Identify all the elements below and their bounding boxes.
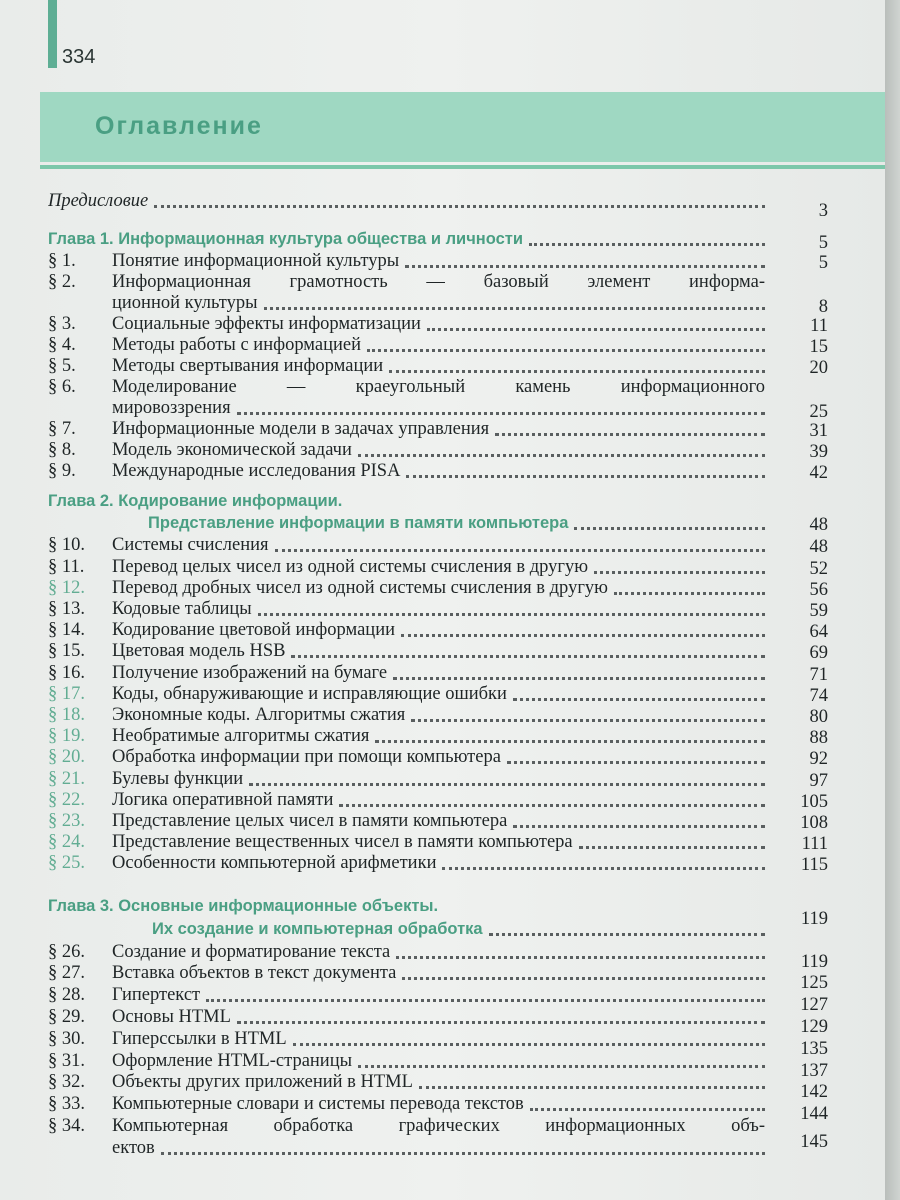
- section-page: 88: [809, 728, 828, 749]
- section-title: Оформление HTML-страницы: [112, 1050, 353, 1071]
- toc-chapter: [48, 228, 765, 250]
- section-page: 5: [818, 253, 828, 273]
- section-title: Информационные модели в задачах управления: [112, 419, 490, 439]
- chapter-page: 119: [800, 908, 828, 929]
- section-page: 108: [800, 813, 828, 833]
- dot-leader: [594, 571, 765, 574]
- section-number: § 20.: [48, 747, 85, 768]
- dot-leader: [411, 719, 765, 722]
- toc-section-cont: [48, 397, 765, 419]
- toc-section: [48, 534, 765, 556]
- dot-leader: [375, 740, 765, 743]
- section-number: § 6.: [48, 377, 76, 397]
- section-title: Компьютерная обработка графических информационных объ-: [112, 1116, 765, 1136]
- section-title: Кодовые таблицы: [112, 599, 252, 619]
- section-page: 105: [800, 791, 828, 812]
- toc-section: [48, 941, 765, 963]
- section-page: 137: [800, 1060, 828, 1081]
- dot-leader: [405, 265, 765, 268]
- section-title: Моделирование — краеугольный камень информационного: [112, 377, 765, 397]
- section-title: Булевы функции: [112, 768, 244, 789]
- section-number: § 28.: [48, 985, 85, 1006]
- section-page: 64: [809, 622, 828, 643]
- toc-section: [48, 789, 765, 811]
- section-title: Вставка объектов в текст документа: [112, 963, 397, 984]
- section-page: 69: [809, 643, 828, 664]
- section-number: § 9.: [48, 461, 76, 481]
- toc-section: [48, 577, 765, 599]
- section-title: Понятие информационной культуры: [112, 251, 400, 271]
- section-page: 48: [809, 537, 828, 558]
- section-title: Гипертекст: [112, 985, 201, 1006]
- chapter-subtitle: Их создание и компьютерная обработка: [152, 919, 483, 938]
- dot-leader: [419, 1086, 765, 1089]
- toc-section: [48, 984, 765, 1006]
- section-number: § 4.: [48, 335, 76, 355]
- section-number: § 30.: [48, 1028, 85, 1049]
- toc-section: [48, 439, 765, 461]
- section-page: 92: [809, 749, 828, 770]
- dot-leader: [513, 825, 765, 828]
- section-title: Необратимые алгоритмы сжатия: [112, 726, 370, 747]
- section-page: 125: [800, 973, 828, 994]
- dot-leader: [495, 433, 765, 436]
- toc-chapter-cont: [48, 512, 765, 534]
- section-number: § 31.: [48, 1050, 85, 1071]
- page-number: 334: [62, 46, 96, 68]
- section-title-cont: мировоззрения: [112, 398, 231, 418]
- section-page: 142: [800, 1082, 828, 1103]
- section-page: 52: [809, 558, 828, 579]
- section-number: § 7.: [48, 419, 76, 439]
- section-title: Цветовая модель HSB: [112, 641, 286, 662]
- dot-leader: [206, 999, 765, 1002]
- toc-section: [48, 460, 765, 482]
- toc-section: [48, 1115, 765, 1137]
- section-title: Социальные эффекты информатизации: [112, 314, 421, 334]
- dot-leader: [442, 867, 765, 870]
- toc-section: [48, 1093, 765, 1115]
- section-title: Системы счисления: [112, 535, 269, 556]
- section-title: Методы работы с информацией: [112, 335, 362, 355]
- dot-leader: [339, 804, 765, 807]
- section-title: Компьютерные словари и системы перевода текстов: [112, 1094, 524, 1115]
- dot-leader: [389, 370, 765, 373]
- chapter-page: 48: [809, 515, 828, 536]
- toc-section-cont: [48, 292, 765, 314]
- toc-section: [48, 852, 765, 874]
- toc-section: [48, 1028, 765, 1050]
- toc-section: [48, 271, 765, 293]
- section-number: § 14.: [48, 620, 85, 641]
- chapter-subtitle: Представление информации в памяти компьютера: [148, 514, 569, 533]
- dot-leader: [293, 1043, 765, 1046]
- chapter-page: 5: [818, 233, 828, 253]
- section-title: Информационная грамотность — базовый элемент информа-: [112, 272, 765, 292]
- section-number: § 3.: [48, 314, 76, 334]
- dot-leader: [367, 349, 765, 352]
- section-title: Получение изображений на бумаге: [112, 662, 388, 683]
- toc-section: [48, 810, 765, 832]
- toc-section: [48, 831, 765, 853]
- section-number: § 10.: [48, 535, 85, 556]
- section-number: § 24.: [48, 832, 85, 853]
- chapter-title: Глава 3. Основные информационные объекты.: [48, 897, 439, 915]
- toc-section: [48, 313, 765, 335]
- dot-leader: [489, 933, 765, 936]
- section-page: 129: [800, 1017, 828, 1037]
- dot-leader: [614, 592, 765, 595]
- section-title: Коды, обнаруживающие и исправляющие ошибки: [112, 683, 507, 704]
- section-page: 8: [818, 297, 828, 317]
- toc-section: [48, 418, 765, 440]
- section-page: 20: [809, 358, 828, 378]
- section-number: § 1.: [48, 251, 76, 271]
- toc-section: [48, 725, 765, 747]
- dot-leader: [530, 1108, 765, 1111]
- section-page: 80: [809, 707, 828, 727]
- section-page: 127: [800, 995, 828, 1016]
- dot-leader: [427, 328, 765, 331]
- dot-leader: [161, 1152, 765, 1155]
- toc-section: [48, 662, 765, 684]
- preface-label: Предисловие: [48, 191, 149, 211]
- dot-leader: [291, 655, 765, 658]
- section-number: § 19.: [48, 726, 85, 747]
- toc-section-cont: [48, 1137, 765, 1159]
- page-title: Оглавление: [95, 112, 263, 140]
- dot-leader: [396, 956, 765, 959]
- section-title-cont: ектов: [112, 1137, 155, 1158]
- section-title: Представление целых чисел в памяти компьютера: [112, 811, 508, 831]
- section-page: 25: [809, 402, 828, 422]
- section-number: § 2.: [48, 272, 76, 292]
- section-page: 144: [800, 1104, 828, 1125]
- section-title: Представление вещественных чисел в памяти компьютера: [112, 832, 573, 853]
- toc-section: [48, 1006, 765, 1028]
- section-number: § 22.: [48, 789, 85, 810]
- section-number: § 15.: [48, 641, 85, 662]
- section-page: 115: [800, 855, 828, 876]
- toc-section: [48, 704, 765, 726]
- section-number: § 26.: [48, 941, 85, 962]
- dot-leader: [264, 307, 765, 310]
- section-title: Перевод целых чисел из одной системы счисления в другую: [112, 556, 589, 577]
- section-number: § 34.: [48, 1116, 85, 1136]
- dot-leader: [258, 613, 765, 616]
- section-title: Особенности компьютерной арифметики: [112, 853, 437, 874]
- section-title: Модель экономической задачи: [112, 440, 352, 460]
- chapter-title: Глава 2. Кодирование информации.: [48, 492, 343, 510]
- section-number: § 12.: [48, 577, 85, 598]
- section-page: 39: [809, 442, 828, 462]
- dot-leader: [237, 1021, 765, 1024]
- toc-chapter: [48, 895, 765, 917]
- toc-section: [48, 683, 765, 705]
- section-number: § 33.: [48, 1094, 85, 1115]
- toc-section: [48, 1071, 765, 1093]
- section-number: § 16.: [48, 662, 85, 683]
- section-title-cont: ционной культуры: [112, 293, 258, 313]
- section-title: Кодирование цветовой информации: [112, 620, 396, 641]
- section-page: 59: [809, 601, 828, 621]
- section-number: § 18.: [48, 705, 85, 725]
- toc-section: [48, 355, 765, 377]
- toc-chapter: [48, 490, 765, 512]
- section-number: § 23.: [48, 811, 85, 831]
- section-page: 42: [809, 463, 828, 483]
- toc-chapter-cont: [48, 918, 765, 940]
- dot-leader: [275, 549, 765, 552]
- dot-leader: [579, 846, 765, 849]
- section-page: 135: [800, 1038, 828, 1059]
- section-number: § 5.: [48, 356, 76, 376]
- section-page: 74: [809, 685, 828, 706]
- section-number: § 27.: [48, 963, 85, 984]
- toc-section: [48, 556, 765, 578]
- preface-page: 3: [818, 201, 828, 221]
- section-page: 145: [800, 1131, 828, 1152]
- section-title: Гиперссылки в HTML: [112, 1028, 287, 1049]
- section-number: § 8.: [48, 440, 76, 460]
- section-title: Создание и форматирование текста: [112, 941, 391, 962]
- section-number: § 17.: [48, 683, 85, 704]
- section-page: 97: [809, 770, 828, 791]
- dot-leader: [406, 475, 765, 478]
- section-title: Методы свертывания информации: [112, 356, 384, 376]
- section-page: 56: [809, 579, 828, 600]
- section-number: § 25.: [48, 853, 85, 874]
- dot-leader: [529, 243, 765, 246]
- dot-leader: [574, 527, 765, 530]
- toc-section: [48, 250, 765, 272]
- toc-section: [48, 619, 765, 641]
- dot-leader: [249, 783, 765, 786]
- toc-section: [48, 962, 765, 984]
- dot-leader: [507, 761, 765, 764]
- section-title: Логика оперативной памяти: [112, 789, 334, 810]
- section-number: § 29.: [48, 1007, 85, 1027]
- dot-leader: [393, 677, 765, 680]
- section-page: 31: [809, 421, 828, 441]
- toc-section: [48, 768, 765, 790]
- section-page: 119: [800, 951, 828, 972]
- toc-section: [48, 746, 765, 768]
- dot-leader: [358, 1065, 765, 1068]
- toc-section: [48, 334, 765, 356]
- section-title: Объекты других приложений в HTML: [112, 1072, 413, 1093]
- dot-leader: [401, 634, 765, 637]
- section-page: 11: [810, 316, 828, 336]
- dot-leader: [513, 698, 765, 701]
- dot-leader: [154, 205, 765, 208]
- section-title: Обработка информации при помощи компьютера: [112, 747, 501, 768]
- section-page: 111: [801, 834, 828, 855]
- section-number: § 21.: [48, 768, 85, 789]
- section-number: § 32.: [48, 1072, 85, 1093]
- section-title: Основы HTML: [112, 1007, 231, 1027]
- toc-section: [48, 598, 765, 620]
- chapter-title: Глава 1. Информационная культура общества и личности: [48, 230, 523, 248]
- toc-section: [48, 640, 765, 662]
- dot-leader: [402, 977, 765, 980]
- section-title: Международные исследования PISA: [112, 461, 401, 481]
- dot-leader: [237, 412, 765, 415]
- section-page: 15: [809, 337, 828, 357]
- page-edge: [885, 0, 900, 1200]
- dot-leader: [358, 454, 765, 457]
- section-number: § 13.: [48, 599, 85, 619]
- section-page: 71: [809, 664, 828, 685]
- section-title: Перевод дробных чисел из одной системы счисления в другую: [112, 577, 608, 598]
- toc-preface: [48, 190, 765, 212]
- section-title: Экономные коды. Алгоритмы сжатия: [112, 705, 406, 725]
- section-number: § 11.: [48, 556, 85, 577]
- toc-section: [48, 1050, 765, 1072]
- toc-section: [48, 376, 765, 398]
